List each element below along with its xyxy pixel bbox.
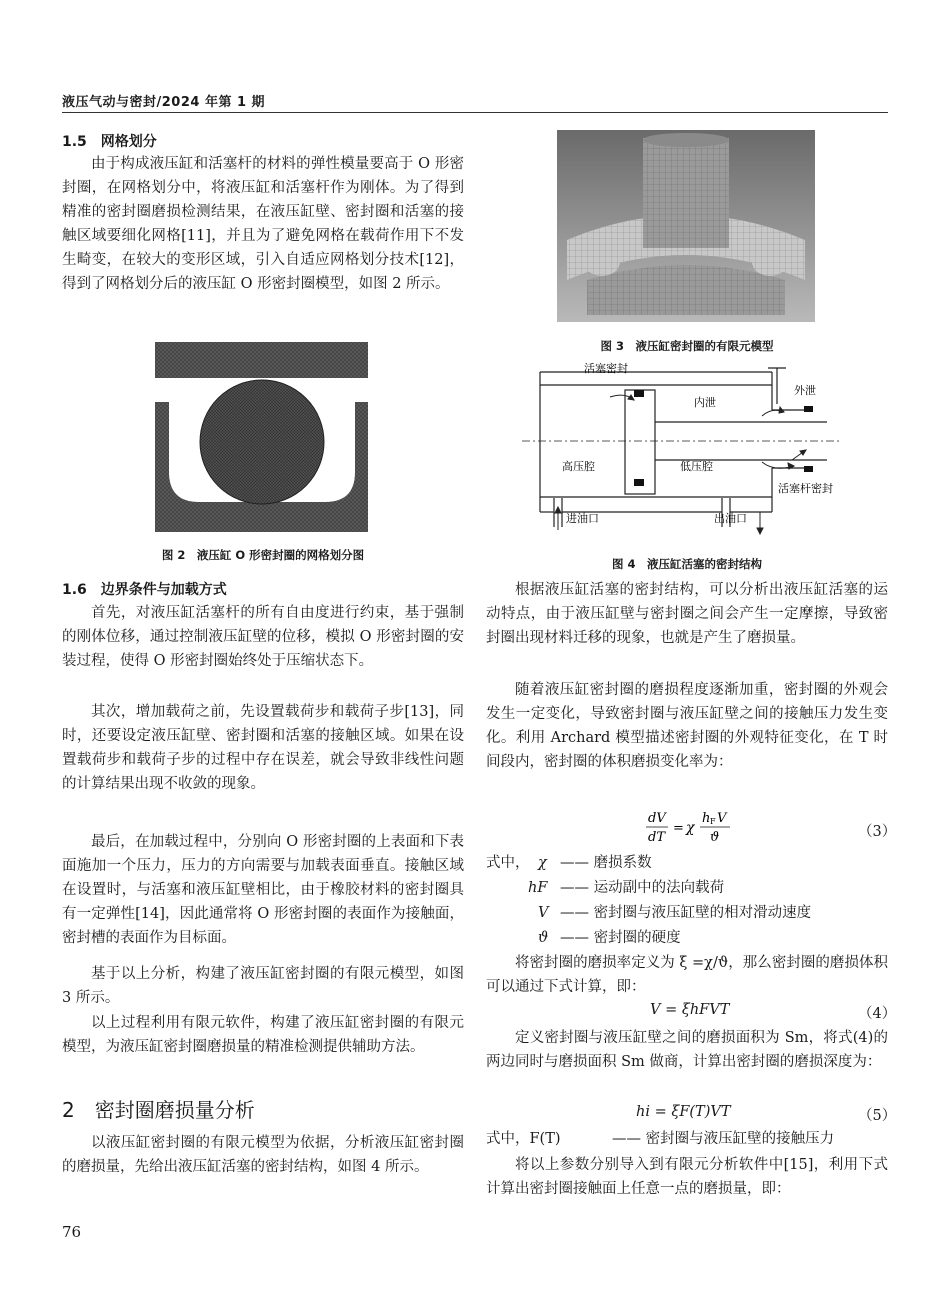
section-1-6-paragraph-4: 基于以上分析，构建了液压缸密封圈的有限元模型，如图 3 所示。 — [62, 966, 464, 1006]
right-paragraph-5: 将以上参数分别导入到有限元分析软件中[15]，利用下式计算出密封圈接触面上任意一点的磨损量，即： — [486, 1157, 888, 1197]
equation-3-number: （3） — [858, 824, 897, 840]
header-rule — [62, 112, 888, 113]
svg-text:ϑ: ϑ — [710, 830, 720, 845]
def-hf: —— 运动副中的法向载荷 — [560, 880, 725, 896]
section-1-6-paragraph-1: 首先，对液压缸活塞杆的所有自由度进行约束，基于强制的刚体位移，通过控制液压缸壁的位移，模拟 O 形密封圈的安装过程，使得 O 形密封圈始终处于压缩状态下。 — [62, 605, 464, 669]
svg-text:dT: dT — [648, 830, 665, 845]
def-chi: —— 磨损系数 — [560, 855, 652, 871]
figure-3-fea-image — [557, 130, 815, 322]
def-v-symbol: V — [538, 905, 549, 921]
figure-4-diagram — [522, 362, 842, 542]
right-paragraph-4: 定义密封圈与液压缸壁之间的磨损面积为 Sm，将式(4)的两边同时与磨损面积 Sm 做商，计算出密封圈的磨损深度为： — [486, 1030, 888, 1070]
piston-seal-top — [634, 390, 644, 397]
section-2-paragraph: 以液压缸密封圈的有限元模型为依据，分析液压缸密封圈的磨损量，先给出液压缸活塞的密封结构，如图 4 所示。 — [62, 1135, 464, 1175]
section-2-heading: 2 密封圈磨损量分析 — [62, 1098, 255, 1122]
section-1-6-paragraph-2: 其次，增加载荷之前，先设置载荷步和载荷子步[13]，同时，还要设定液压缸壁、密封圈和活塞的接触区域。如果在设置载荷步和载荷子步的过程中存在误差，就会导致非线性问题的计算结果出现不收敛的现象。 — [62, 704, 464, 792]
label-high-pressure-chamber: 高压腔 — [562, 460, 595, 473]
rod-seal-bottom — [804, 466, 813, 472]
right-paragraph-2: 随着液压缸密封圈的磨损程度逐渐加重，密封圈的外观会发生一定变化，导致密封圈与液压缸壁之间的接触压力发生变化。利用 Archard 模型描述密封圈的外观特征变化，在 T 时间段内，密封圈的体积磨损变化率为： — [486, 682, 888, 770]
def-v: —— 密封圈与液压缸壁的相对滑动速度 — [560, 905, 812, 921]
figure-4-svg — [522, 362, 842, 542]
page-number: 76 — [62, 1223, 82, 1241]
o-ring-mesh — [200, 380, 324, 504]
def-hf-symbol: hF — [528, 880, 548, 896]
figure-2-caption: 图 2 液压缸 O 形密封圈的网格划分图 — [161, 548, 365, 562]
equation-4-number: （4） — [858, 1006, 897, 1022]
section-1-6-heading: 1.6 边界条件与加载方式 — [62, 582, 227, 598]
equation-5: hi = ξF(T)VT — [636, 1104, 731, 1120]
section-1-6-paragraph-5: 以上过程利用有限元软件，构建了液压缸密封圈的有限元模型，为液压缸密封圈磨损量的精准检测提供辅助方法。 — [62, 1015, 464, 1055]
piston-body — [587, 265, 785, 315]
label-outlet: 出油口 — [714, 512, 747, 525]
label-inlet: 进油口 — [566, 512, 599, 525]
def-ft: —— 密封圈与液压缸壁的接触压力 — [612, 1131, 835, 1147]
journal-header: 液压气动与密封/2024 年第 1 期 — [62, 95, 266, 110]
right-paragraph-1: 根据液压缸活塞的密封结构，可以分析出液压缸活塞的运动特点，由于液压缸壁与密封圈之间会产生一定摩擦，导致密封圈出现材料迁移的现象，也就是产生了磨损量。 — [486, 582, 888, 646]
label-inner-leak: 内泄 — [694, 396, 716, 409]
definitions-prefix: 式中， — [486, 855, 530, 871]
svg-text:=: = — [673, 821, 684, 836]
figure-3-svg — [557, 130, 815, 322]
equation-4: V = ξhFVT — [650, 1002, 730, 1018]
def-chi-symbol: χ — [538, 855, 547, 871]
section-1-6-paragraph-3: 最后，在加载过程中，分别向 O 形密封圈的上表面和下表面施加一个压力，压力的方向需要与加载表面垂直。接触区域在设置时，与活塞和液压缸壁相比，由于橡胶材料的密封圈具有一定弹性[14]，因此通常将 O 形密封圈的表面作为接触面，密封槽的表面作为目标面。 — [62, 834, 464, 946]
equation-5-number: （5） — [858, 1108, 897, 1124]
label-rod-seal: 活塞杆密封 — [778, 482, 833, 495]
svg-text:dV: dV — [648, 811, 666, 826]
def-theta-symbol: ϑ — [538, 930, 549, 946]
right-seal — [752, 248, 788, 276]
equation-3 — [640, 808, 740, 848]
svg-text:χ: χ — [686, 820, 695, 836]
def-ft-symbol: 式中，F(T) — [486, 1131, 561, 1147]
piston-seal-bottom — [634, 479, 644, 486]
section-1-5-paragraph: 由于构成液压缸和活塞杆的材料的弹性模量要高于 O 形密封圈，在网格划分中，将液压缸和活塞杆作为刚体。为了得到精准的密封圈磨损检测结果，在液压缸壁、密封圈和活塞的接触区域要细化网格[11]，并且为了避免网格在载荷作用下不发生畸变，在较大的变形区域，引入自适应网格划分技术[12]，得到了网格划分后的液压缸 O 形密封圈模型，如图 2 所示。 — [62, 156, 464, 292]
label-outer-leak: 外泄 — [794, 384, 816, 397]
def-theta: —— 密封圈的硬度 — [560, 930, 681, 946]
figure-2-mesh-image — [155, 342, 368, 532]
figure-3-caption: 图 3 液压缸密封圈的有限元模型 — [600, 339, 774, 353]
figure-2-svg — [155, 342, 368, 532]
label-piston-seal: 活塞密封 — [584, 362, 628, 375]
piston-rod — [643, 138, 729, 248]
cylinder-wall-mesh — [155, 342, 368, 378]
right-paragraph-3: 将密封圈的磨损率定义为 ξ =χ/ϑ，那么密封圈的磨损体积可以通过下式计算，即： — [486, 955, 888, 995]
svg-text:h: h — [702, 811, 711, 826]
figure-4-caption: 图 4 液压缸活塞的密封结构 — [611, 557, 762, 571]
svg-text:F: F — [710, 817, 716, 826]
label-low-pressure-chamber: 低压腔 — [680, 460, 713, 473]
left-seal — [584, 248, 620, 276]
section-1-5-heading: 1.5 网格划分 — [62, 134, 157, 150]
svg-text:V: V — [717, 811, 727, 826]
rod-seal-top — [804, 406, 813, 412]
